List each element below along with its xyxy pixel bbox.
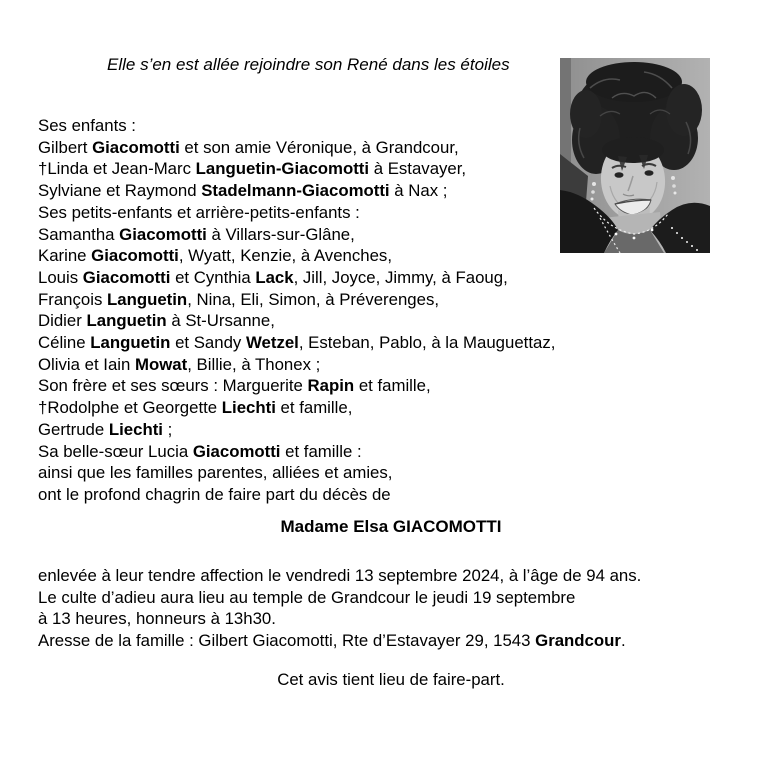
text-line: Son frère et ses sœurs : Marguerite Rapin et famille, [38,376,431,396]
text-line: Olivia et Iain Mowat, Billie, à Thonex ; [38,354,321,374]
text-line: Didier Languetin à St-Ursanne, [38,311,275,331]
text-line: Ses enfants : [38,116,136,135]
text-line: Céline Languetin et Sandy Wetzel, Esteban, Pablo, à la Mauguettaz, [38,333,556,353]
text-line: †Linda et Jean-Marc Languetin-Giacomotti à Estavayer, [38,159,467,179]
text-line: Karine Giacomotti, Wyatt, Kenzie, à Avenches, [38,246,392,266]
portrait-photo-svg [560,58,710,253]
text-line: Louis Giacomotti et Cynthia Lack, Jill, Joyce, Jimmy, à Faoug, [38,267,508,287]
portrait-photo [560,58,710,253]
text-line: Le culte d’adieu aura lieu au temple de Grandcour le jeudi 19 septembre [38,587,576,607]
text-line: †Rodolphe et Georgette Liechti et famille, [38,398,353,418]
text-line: Gertrude Liechti ; [38,419,173,439]
text-line: ainsi que les familles parentes, alliées et amies, [38,463,393,483]
closing-note: Cet avis tient lieu de faire-part. [277,670,505,689]
epigraph: Elle s’en est allée rejoindre son René dans les étoiles [107,55,510,74]
details-lines [38,565,641,652]
text-line: Aresse de la famille : Gilbert Giacomotti, Rte d’Estavayer 29, 1543 Grandcour. [38,631,626,651]
text-line: ont le profond chagrin de faire part du décès de [38,484,391,504]
text-line: Samantha Giacomotti à Villars-sur-Glâne, [38,224,355,244]
text-line: Sa belle-sœur Lucia Giacomotti et famille : [38,441,362,461]
text-line: Sylviane et Raymond Stadelmann-Giacomotti à Nax ; [38,181,448,201]
text-line: à 13 heures, honneurs à 13h30. [38,609,276,629]
family-lines [38,115,555,506]
text-line: Ses petits-enfants et arrière-petits-enfants : [38,202,360,222]
text-line: François Languetin, Nina, Eli, Simon, à Préverenges, [38,289,440,309]
text-line: Gilbert Giacomotti et son amie Véronique, à Grandcour, [38,137,459,157]
deceased-name: Madame Elsa GIACOMOTTI [280,517,502,536]
text-line: enlevée à leur tendre affection le vendredi 13 septembre 2024, à l’âge de 94 ans. [38,566,642,585]
